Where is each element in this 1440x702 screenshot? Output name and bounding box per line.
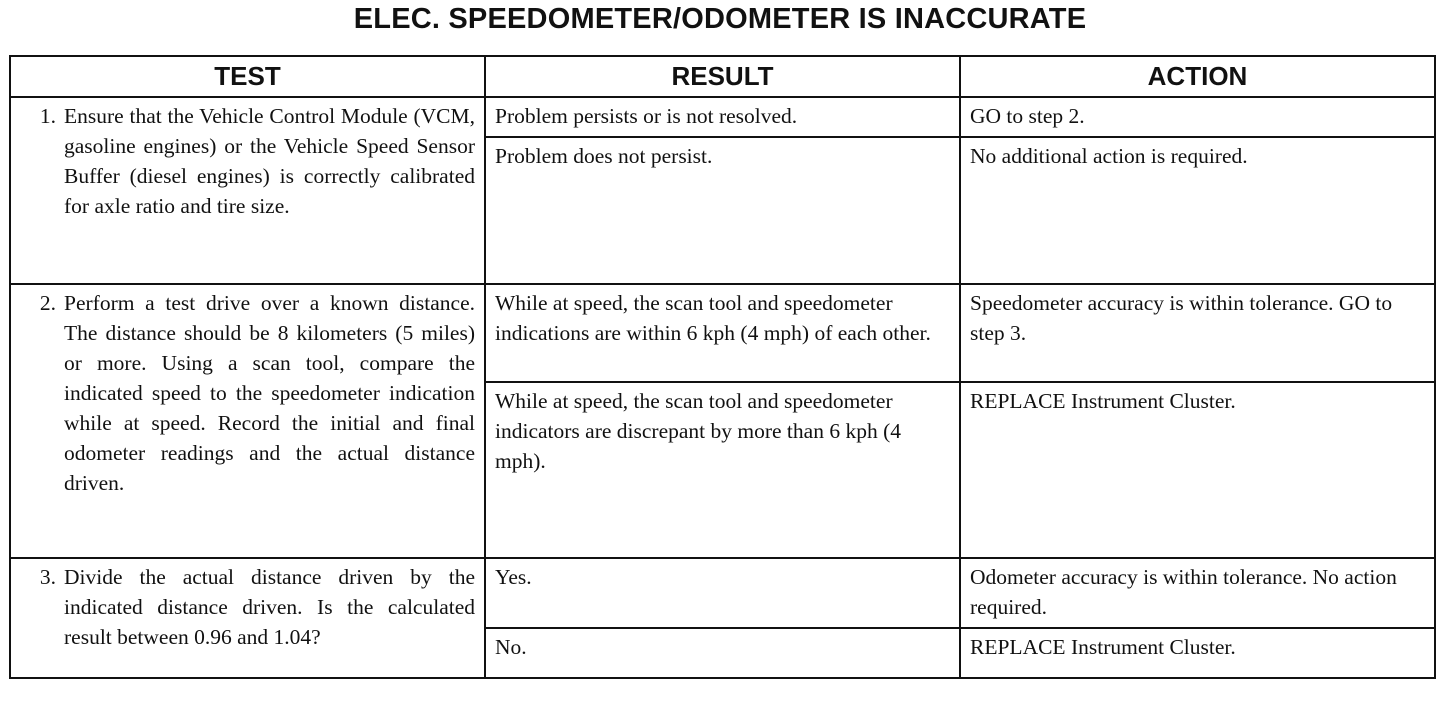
test-cell-step-3	[10, 558, 485, 678]
result-cell: Problem persists or is not resolved.	[485, 97, 960, 137]
test-cell-step-2	[10, 284, 485, 558]
result-cell: While at speed, the scan tool and speedometer indications are within 6 kph (4 mph) of each other.	[485, 284, 960, 382]
action-cell: No additional action is required.	[960, 137, 1435, 284]
table-row	[10, 284, 1435, 382]
action-column-header: ACTION	[960, 56, 1435, 97]
table-row	[10, 97, 1435, 137]
step-instruction: Ensure that the Vehicle Control Module (VCM, gasoline engines) or the Vehicle Speed Sensor Buffer (diesel engines) is correctly calibrated for axle ratio and tire size.	[64, 104, 475, 218]
test-cell-step-1	[10, 97, 485, 284]
step-number: 3.	[39, 565, 56, 589]
page-title: ELEC. SPEEDOMETER/ODOMETER IS INACCURATE	[353, 3, 1087, 35]
result-cell: Yes.	[485, 558, 960, 628]
result-cell: No.	[485, 628, 960, 678]
diagnostic-table	[9, 55, 1436, 679]
action-cell: Speedometer accuracy is within tolerance. GO to step 3.	[960, 284, 1435, 382]
result-column-header: RESULT	[485, 56, 960, 97]
result-cell: Problem does not persist.	[485, 137, 960, 284]
table-row	[10, 558, 1435, 628]
header-row	[10, 56, 1435, 97]
step-number: 1.	[39, 104, 56, 128]
action-cell: REPLACE Instrument Cluster.	[960, 382, 1435, 558]
step-number: 2.	[39, 291, 56, 315]
action-cell: Odometer accuracy is within tolerance. No action required.	[960, 558, 1435, 628]
action-cell: GO to step 2.	[960, 97, 1435, 137]
result-cell: While at speed, the scan tool and speedometer indicators are discrepant by more than 6 kph (4 mph).	[485, 382, 960, 558]
step-instruction: Perform a test drive over a known distance. The distance should be 8 kilometers (5 miles) or more. Using a scan tool, compare the indicated speed to the speedometer indication while at speed. Record the initial and final odometer readings and the actual distance driven.	[64, 291, 475, 495]
test-column-header: TEST	[10, 56, 485, 97]
action-cell: REPLACE Instrument Cluster.	[960, 628, 1435, 678]
step-instruction: Divide the actual distance driven by the indicated distance driven. Is the calculated result between 0.96 and 1.04?	[64, 565, 475, 649]
